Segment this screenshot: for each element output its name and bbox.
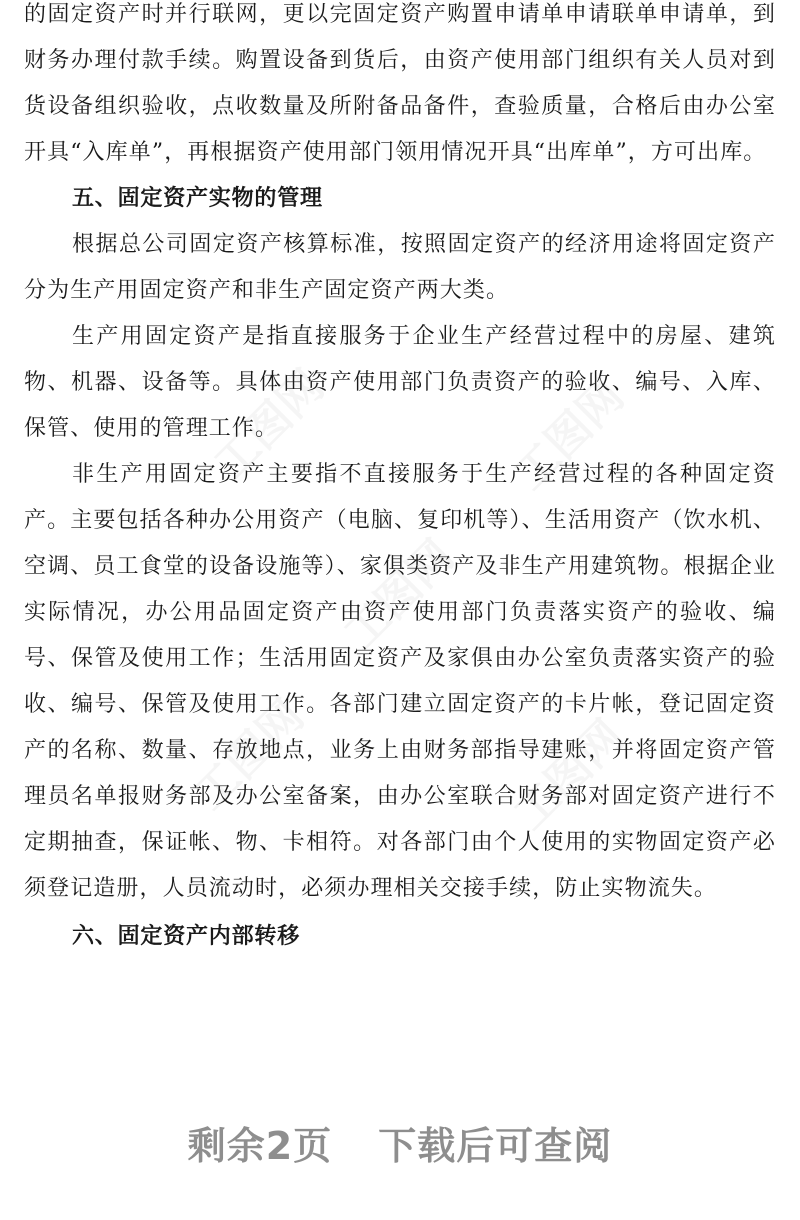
paragraph-classification: 根据总公司固定资产核算标准，按照固定资产的经济用途将固定资产分为生产用固定资产和非生产固定资产两大类。 xyxy=(24,232,776,303)
watermark: 工图网 xyxy=(184,690,314,820)
download-to-view-label[interactable]: 下载后可查阅 xyxy=(378,1124,613,1168)
watermark: 工图网 xyxy=(204,360,334,490)
watermark: 工图网 xyxy=(504,370,634,500)
section-heading-5: 五、固定资产实物的管理 xyxy=(72,186,323,211)
section-heading-6: 六、固定资产内部转移 xyxy=(72,924,301,949)
download-prompt-banner[interactable] xyxy=(0,1115,800,1170)
paragraph-non-production-assets: 非生产用固定资产主要指不直接服务于生产经营过程的各种固定资产。主要包括各种办公用资产（电脑、复印机等）、生活用资产（饮水机、空调、员工食堂的设备设施等）、家俱类资产及非生产用建筑物。根据企业实际情况，办公用品固定资产由资产使用部门负责落实资产的验收、编号、保管及使用工作；生活用固定资产及家俱由办公室负责落实资产的验收、编号、保管及使用工作。各部门建立固定资产的卡片帐，登记固定资产的名称、数量、存放地点，业务上由财务部指导建账，并将固定资产管理员名单报财务部及办公室备案，由办公室联合财务部对固定资产进行不定期抽查，保证帐、物、卡相符。对各部门由个人使用的实物固定资产必须登记造册，人员流动时，必须办理相关交接手续，防止实物流失。 xyxy=(24,462,776,901)
watermark: 工图网 xyxy=(334,530,464,660)
watermark: 工图网 xyxy=(504,710,634,840)
paragraph-production-assets: 生产用固定资产是指直接服务于企业生产经营过程中的房屋、建筑物、机器、设备等。具体由资产使用部门负责资产的验收、编号、入库、保管、使用的管理工作。 xyxy=(24,324,776,441)
paragraph-continued: 的固定资产时并行联网，更以完固定资产购置申请单申请联单申请单，到财务办理付款手续。购置设备到货后，由资产使用部门组织有关人员对到货设备组织验收，点收数量及所附备品备件，查验质量，合格后由办公室开具“入库单”，再根据资产使用部门领用情况开具“出库单”，方可出库。 xyxy=(24,2,776,165)
remaining-pages-label[interactable]: 剩余2页 xyxy=(187,1124,333,1168)
